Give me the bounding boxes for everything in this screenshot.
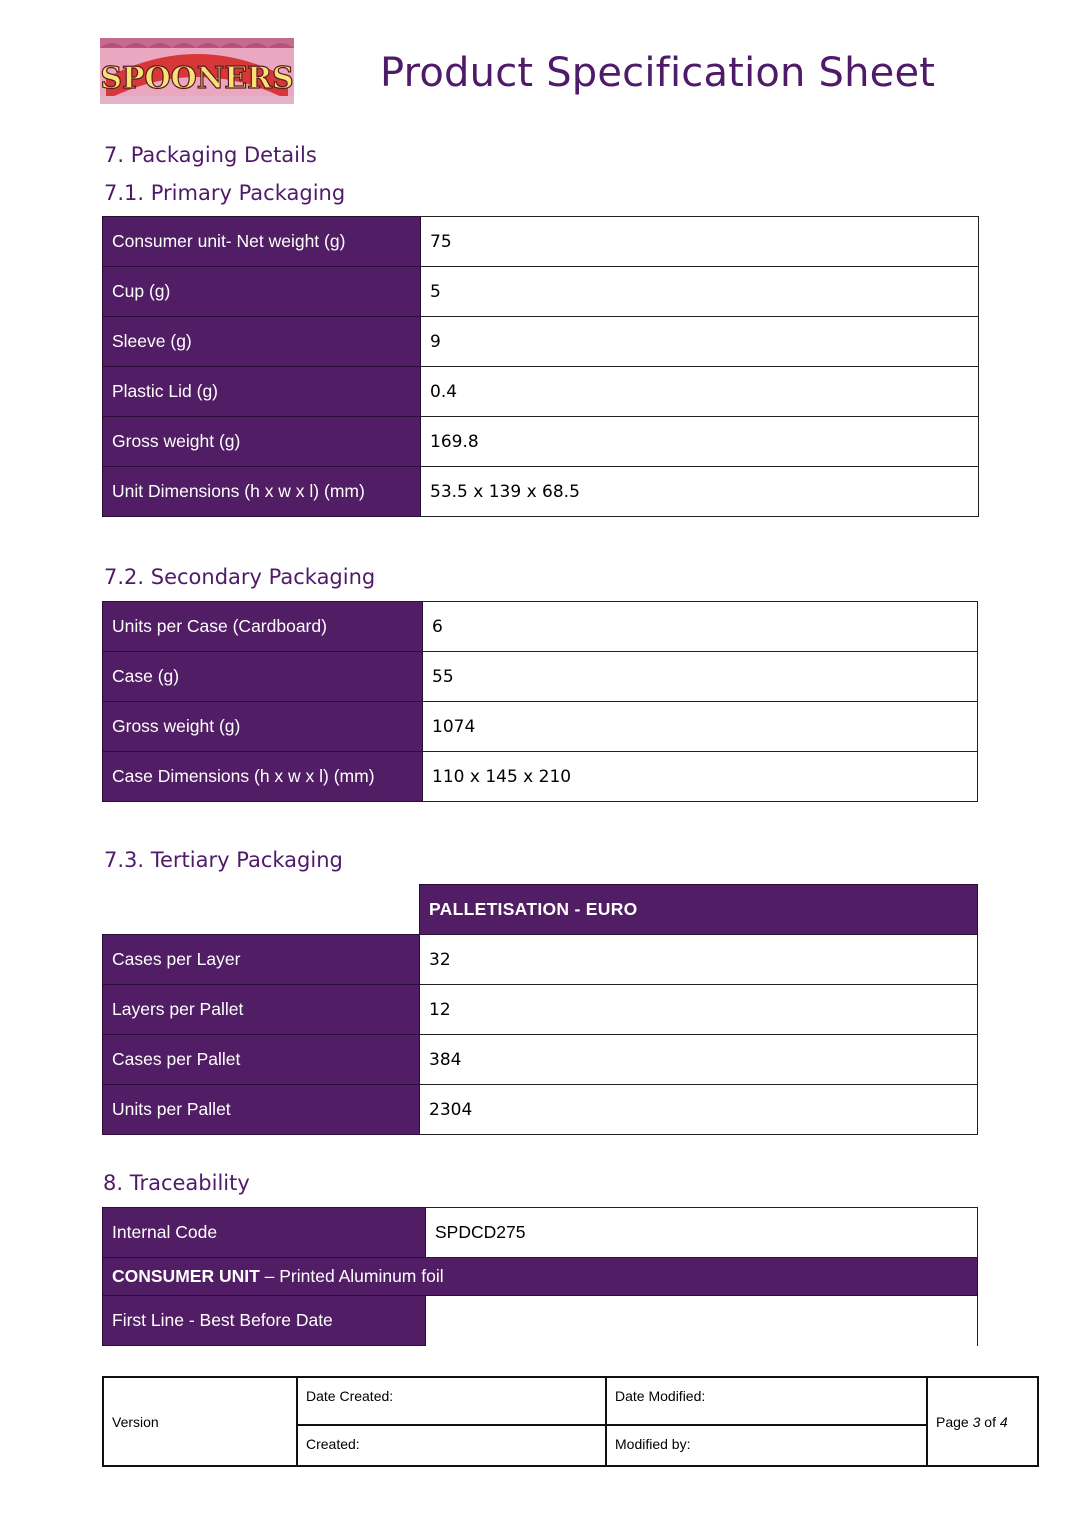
consumer-unit-detail: – Printed Aluminum foil — [259, 1266, 444, 1286]
page-total: 4 — [999, 1413, 1008, 1430]
row-value: 53.5 x 139 x 68.5 — [421, 467, 979, 517]
row-value: 55 — [423, 652, 978, 702]
table-row — [103, 985, 978, 1035]
modified-by-cell — [606, 1425, 927, 1466]
table-row — [103, 702, 978, 752]
row-value: 2304 — [420, 1085, 978, 1135]
table-row — [103, 935, 978, 985]
row-value: 169.8 — [421, 417, 979, 467]
section-7-heading: 7. Packaging Details — [104, 143, 317, 167]
consumer-unit-title: CONSUMER UNIT — [112, 1266, 260, 1286]
table-row — [103, 1035, 978, 1085]
table-row — [103, 1296, 978, 1346]
document-footer — [102, 1376, 1039, 1467]
row-value: 9 — [421, 317, 979, 367]
table-row — [103, 267, 979, 317]
tertiary-packaging-table — [102, 884, 978, 1135]
row-value: 384 — [420, 1035, 978, 1085]
traceability-heading: 8. Traceability — [103, 1171, 250, 1195]
date-created-cell — [297, 1377, 606, 1425]
row-label: Case Dimensions (h x w x l) (mm) — [103, 752, 423, 802]
created-label: Created: — [306, 1436, 360, 1452]
table-row — [103, 217, 979, 267]
secondary-packaging-heading: 7.2. Secondary Packaging — [104, 565, 376, 589]
page-title: Product Specification Sheet — [380, 50, 936, 96]
table-row — [103, 467, 979, 517]
row-label: Layers per Pallet — [103, 985, 420, 1035]
table-header-row — [103, 885, 978, 935]
version-label: Version — [112, 1413, 159, 1430]
first-line-value — [426, 1296, 978, 1346]
table-row — [103, 1208, 978, 1258]
internal-code-value: SPDCD275 — [426, 1208, 978, 1258]
page-number-cell — [927, 1377, 1038, 1466]
table-row — [103, 602, 978, 652]
version-cell — [103, 1377, 297, 1466]
primary-packaging-table — [102, 216, 979, 517]
row-value: 110 x 145 x 210 — [423, 752, 978, 802]
internal-code-label: Internal Code — [103, 1208, 426, 1258]
empty-header-cell — [103, 885, 420, 935]
date-created-label: Date Created: — [306, 1388, 394, 1404]
row-label: Units per Pallet — [103, 1085, 420, 1135]
page-word: Page — [936, 1413, 969, 1430]
row-value: 0.4 — [421, 367, 979, 417]
table-row — [103, 367, 979, 417]
row-label: Consumer unit- Net weight (g) — [103, 217, 421, 267]
row-label: Gross weight (g) — [103, 417, 421, 467]
created-cell — [297, 1425, 606, 1466]
table-row — [103, 752, 978, 802]
table-row — [103, 417, 979, 467]
logo-wordmark: SPOONERS — [100, 61, 294, 96]
row-value: 32 — [420, 935, 978, 985]
page-current: 3 — [972, 1413, 981, 1430]
row-value: 1074 — [423, 702, 978, 752]
spooners-logo — [100, 38, 294, 104]
row-label: Cases per Layer — [103, 935, 420, 985]
row-value: 5 — [421, 267, 979, 317]
row-label: Unit Dimensions (h x w x l) (mm) — [103, 467, 421, 517]
first-line-label: First Line - Best Before Date — [103, 1296, 426, 1346]
date-modified-cell — [606, 1377, 927, 1425]
date-modified-label: Date Modified: — [615, 1388, 706, 1404]
tertiary-packaging-heading: 7.3. Tertiary Packaging — [104, 848, 343, 872]
primary-packaging-heading: 7.1. Primary Packaging — [104, 181, 346, 205]
row-value: 12 — [420, 985, 978, 1035]
consumer-unit-band — [103, 1258, 978, 1296]
table-row — [103, 652, 978, 702]
row-label: Units per Case (Cardboard) — [103, 602, 423, 652]
table-row — [103, 1085, 978, 1135]
row-value: 6 — [423, 602, 978, 652]
secondary-packaging-table — [102, 601, 978, 802]
table-row — [103, 317, 979, 367]
row-label: Cases per Pallet — [103, 1035, 420, 1085]
modified-by-label: Modified by: — [615, 1436, 691, 1452]
row-label: Sleeve (g) — [103, 317, 421, 367]
row-label: Plastic Lid (g) — [103, 367, 421, 417]
traceability-table — [102, 1207, 978, 1346]
row-label: Cup (g) — [103, 267, 421, 317]
row-label: Gross weight (g) — [103, 702, 423, 752]
consumer-unit-cell — [103, 1258, 978, 1296]
page-of: of — [984, 1413, 996, 1430]
palletisation-header: PALLETISATION - EURO — [420, 885, 978, 935]
row-value: 75 — [421, 217, 979, 267]
row-label: Case (g) — [103, 652, 423, 702]
